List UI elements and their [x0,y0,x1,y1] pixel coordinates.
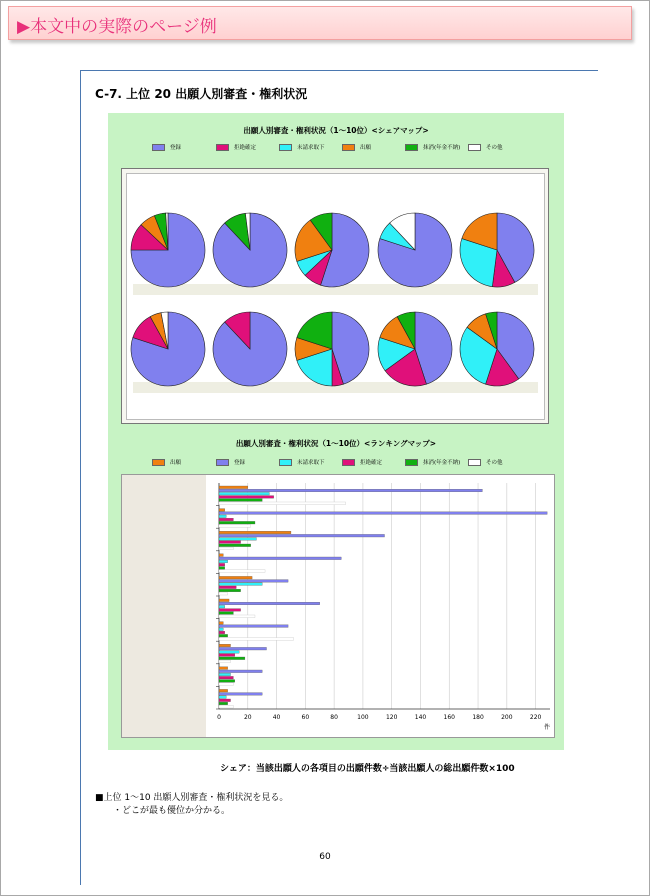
bar [219,489,482,492]
x-tick-label: 0 [217,714,221,721]
legend-swatch [279,144,292,151]
bar [219,560,228,563]
pie-chart [127,174,544,419]
bar [219,676,233,679]
bar [219,683,233,686]
bar [219,654,235,657]
legend-swatch [342,459,355,466]
bar [219,609,241,612]
bar [219,599,229,602]
bar [219,570,265,573]
legend-swatch [468,459,481,466]
bar [219,538,256,541]
x-tick-label: 20 [243,714,252,721]
legend-label: その他 [486,145,503,151]
x-tick-label: 220 [529,714,542,721]
legend-label: 登録 [234,460,246,466]
x-tick-label: 60 [301,714,310,721]
legend-label: 出願 [360,145,372,151]
bar [219,563,225,566]
legend-swatch [405,459,418,466]
bar [219,541,241,544]
section-title: C-7. 上位 20 出願人別審査・権利状況 [95,87,308,101]
legend-swatch [216,459,229,466]
bar [219,502,346,505]
bar [219,660,231,663]
legend-item [468,143,503,151]
page-number: 60 [319,852,331,862]
chart-panel [108,113,564,750]
legend-label: 抹消(年金不納) [423,145,461,151]
bar [219,670,262,673]
x-tick-label: 40 [272,714,281,721]
bar [219,644,231,647]
bar [219,693,262,696]
bar-chart-frame [121,474,555,738]
legend-item [279,143,325,151]
legend-swatch [152,459,165,466]
legend-label: 抹消(年金不納) [423,460,461,466]
bar [219,605,225,608]
bar [219,615,255,618]
legend-label: 出願 [170,460,182,466]
legend-swatch [468,144,481,151]
bar [219,647,266,650]
note-line-2: ・どこが最も優位か分かる。 [113,806,231,816]
x-tick-label: 160 [443,714,455,721]
pie-chart-title: 出願人別審査・権利状況（1～10位）<シェアマップ> [243,126,429,135]
legend-label: 拒絶確定 [234,145,257,151]
bar [219,521,255,524]
legend-label: 拒絶確定 [360,460,383,466]
x-tick-label: 120 [385,714,398,721]
x-tick-label: 140 [414,714,427,721]
banner-title: ▶本文中の実際のページ例 [17,17,217,37]
bar [219,531,291,534]
bar [219,576,252,579]
legend-swatch [279,459,292,466]
bar [219,554,223,557]
bar [219,667,228,670]
pie-legend [108,143,564,153]
bar [219,592,228,595]
x-unit-label: 件 [543,724,551,731]
bar [219,499,262,502]
bar [219,509,225,512]
share-caption: シェア：当該出願人の各項目の出願件数÷当該出願人の総出願件数×100 [220,764,515,774]
legend-label: 未請求取下 [297,145,325,151]
legend-label: 未請求取下 [297,460,325,466]
document-left-rule [80,70,81,885]
bar [219,589,241,592]
bar [219,705,233,708]
legend-item [342,458,382,466]
bar [219,628,223,631]
bar [219,625,288,628]
bar [219,547,233,550]
legend-item [468,458,503,466]
bar [219,518,233,521]
bar [219,696,226,699]
bar [219,673,231,676]
bar [219,534,385,537]
note-line-1: ■上位 1～10 出願人別審査・権利状況を見る。 [95,793,289,803]
legend-label: 登録 [170,145,182,151]
bar-legend [108,458,564,468]
bar [219,651,239,654]
bar [219,580,288,583]
x-tick-label: 100 [357,714,369,721]
bar [219,689,228,692]
bar [219,496,274,499]
x-tick-label: 180 [472,714,484,721]
bar [219,622,223,625]
legend-item [216,458,245,466]
bar [219,557,341,560]
bar [219,492,269,495]
bar-chart [122,475,554,737]
bar [219,567,225,570]
legend-swatch [152,144,165,151]
bar [219,525,251,528]
bar [219,515,226,518]
bar [219,657,245,660]
legend-item [342,143,371,151]
document-top-rule [80,70,598,71]
bar [219,512,547,515]
bar [219,680,235,683]
bar [219,586,236,589]
x-tick-label: 80 [330,714,338,721]
legend-item [279,458,325,466]
legend-item [216,143,256,151]
pie-chart-area [126,173,545,420]
bar [219,631,225,634]
legend-swatch [342,144,355,151]
bar [219,544,251,547]
bar [219,486,248,489]
bar [219,699,231,702]
bar [219,702,228,705]
bar [219,638,294,641]
bar [219,612,233,615]
legend-label: その他 [486,460,503,466]
bar-chart-title: 出願人別審査・権利状況（1～10位）<ランキングマップ> [235,439,437,448]
legend-item [152,458,181,466]
x-tick-label: 200 [501,714,513,721]
legend-swatch [216,144,229,151]
legend-swatch [405,144,418,151]
pie-chart-frame [121,168,549,424]
bar [219,583,262,586]
header-banner [8,6,632,40]
legend-item [152,143,181,151]
legend-item [405,458,460,466]
bar [219,602,320,605]
legend-item [405,143,460,151]
bar [219,634,228,637]
